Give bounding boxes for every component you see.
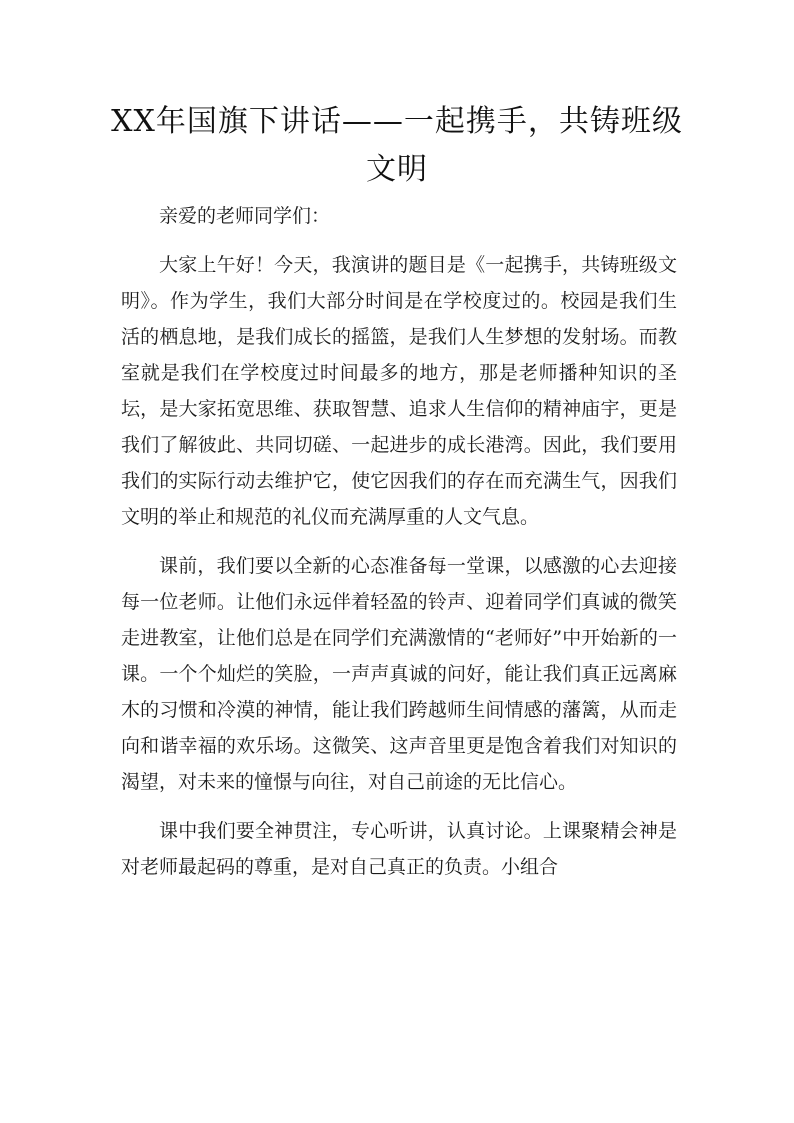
document-body bbox=[121, 198, 677, 898]
paragraph: 大家上午好！今天，我演讲的题目是《一起携手，共铸班级文明》。作为学生，我们大部分时间是在学校度过的。校园是我们生活的栖息地，是我们成长的摇篮，是我们人生梦想的发射场。而教室就是我们在学校度过时间最多的地方，那是老师播种知识的圣坛，是大家拓宽思维、获取智慧、追求人生信仰的精神庙宇，更是我们了解彼此、共同切磋、一起进步的成长港湾。因此，我们要用我们的实际行动去维护它，使它因我们的存在而充满生气，因我们文明的举止和规范的礼仪而充满厚重的人文气息。 bbox=[121, 254, 677, 528]
page-title: XX年国旗下讲话——一起携手，共铸班级文明 bbox=[111, 104, 683, 187]
paragraph: 课前，我们要以全新的心态准备每一堂课，以感激的心去迎接每一位老师。让他们永远伴着轻盈的铃声、迎着同学们真诚的微笑走进教室，让他们总是在同学们充满激情的“老师好”中开始新的一课。一个个灿烂的笑脸，一声声真诚的问好，能让我们真正远离麻木的习惯和冷漠的神情，能让我们跨越师生间情感的藩篱，从而走向和谐幸福的欢乐场。这微笑、这声音里更是饱含着我们对知识的渴望，对未来的憧憬与向往，对自己前途的无比信心。 bbox=[121, 555, 677, 793]
salutation-paragraph: 亲爱的老师同学们： bbox=[159, 205, 331, 227]
paragraph: 课中我们要全神贯注，专心听讲，认真讨论。上课聚精会神是对老师最起码的尊重，是对自己真正的负责。小组合 bbox=[121, 820, 677, 878]
